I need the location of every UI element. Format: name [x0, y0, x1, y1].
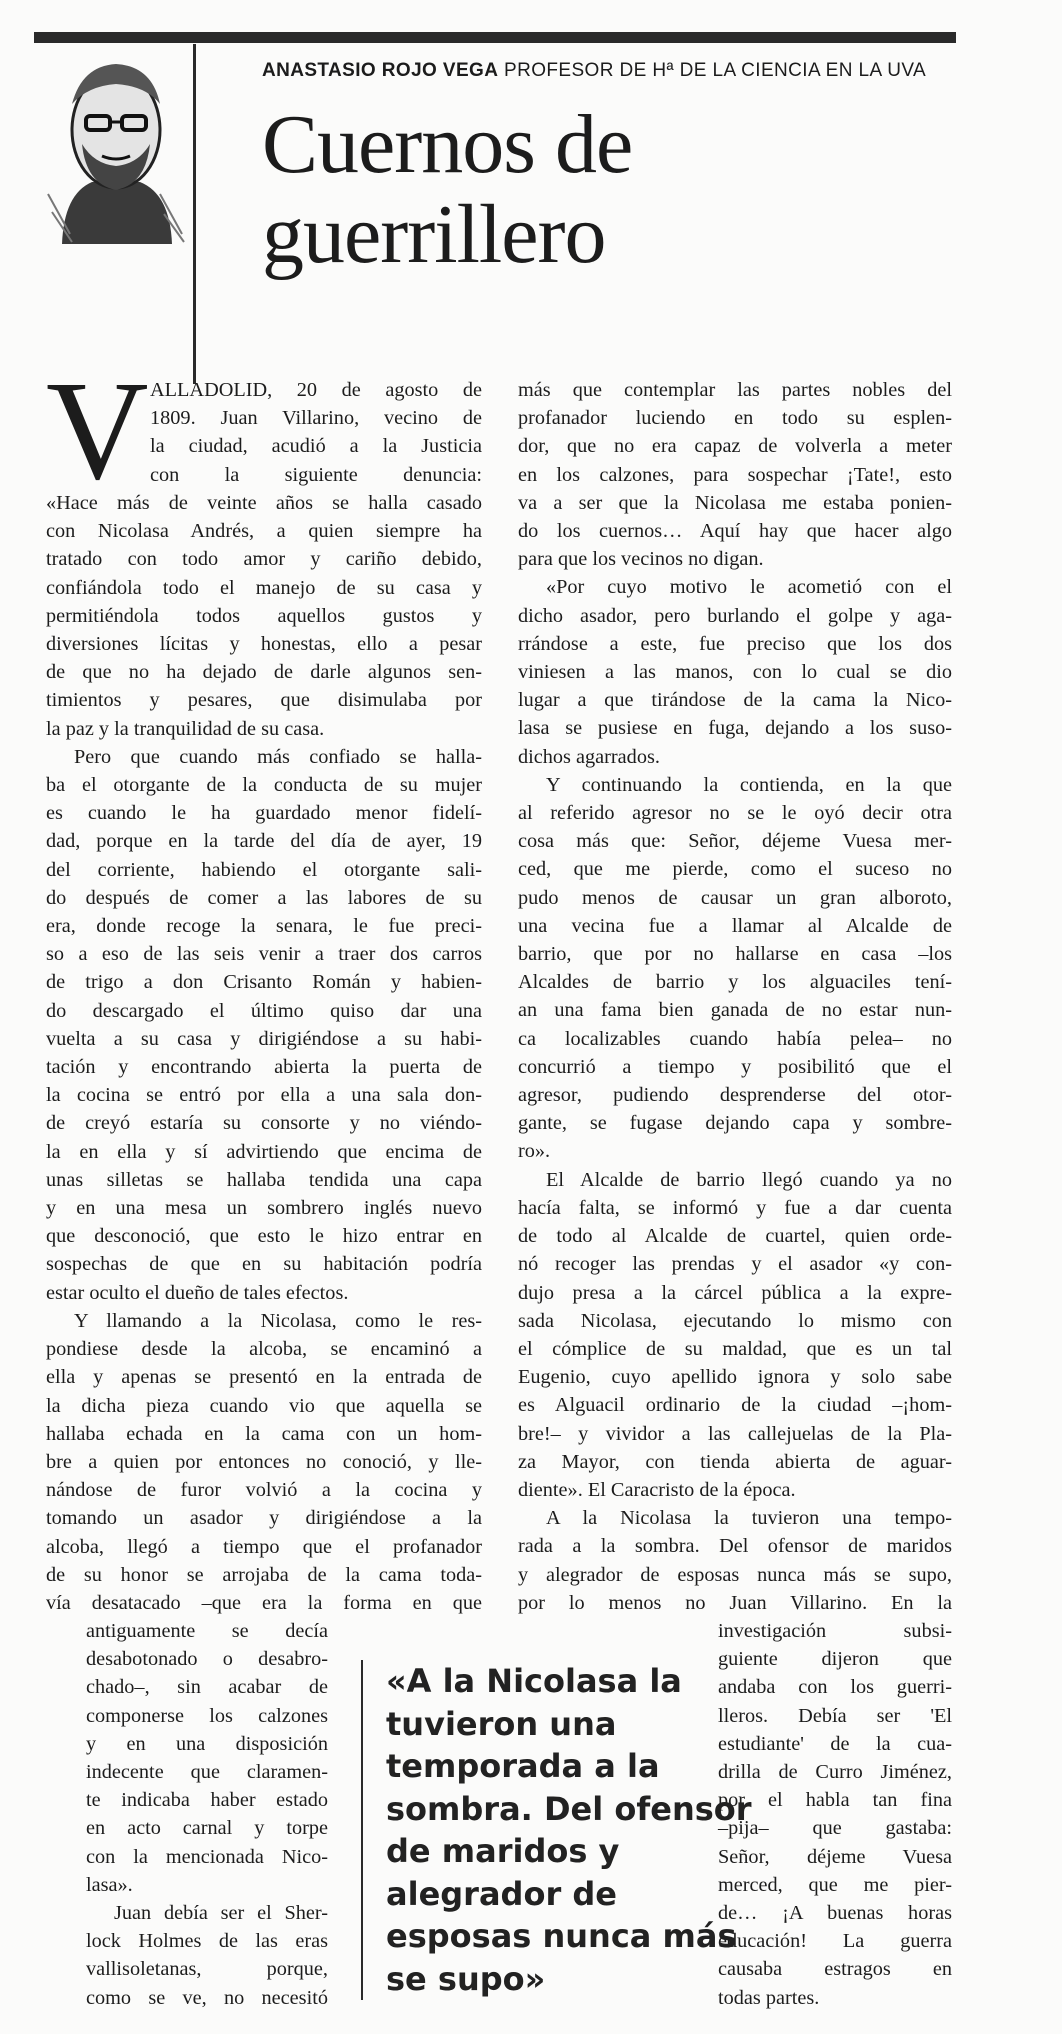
text-line: dor, que no era capaz de volverla a meter — [518, 435, 952, 458]
text-line: pondiese desde la alcoba, se encaminó a — [46, 1338, 482, 1361]
text-line: dujo presa a la cárcel pública a la expre- — [518, 1281, 952, 1304]
text-line: –pija– que gastaba: — [718, 1817, 952, 1840]
text-line: confiándola todo el manejo de su casa y — [46, 576, 482, 599]
text-line: más que contemplar las partes nobles del — [518, 379, 952, 401]
text-line: alcoba, llegó a tiempo que el profanador — [46, 1535, 482, 1558]
text-line: chado–, sin acabar de — [86, 1676, 328, 1699]
text-line: A la Nicolasa la tuvieron una tempo- — [546, 1507, 952, 1530]
author-portrait — [42, 44, 190, 244]
text-line: por lo menos no Juan Villarino. En la — [518, 1591, 952, 1614]
text-line: an una fama bien ganada de no estar nun- — [518, 999, 952, 1022]
text-line: desabotonado o desabro- — [86, 1648, 328, 1671]
text-line: unas silletas se hallaba tendida una capa — [46, 1168, 482, 1191]
text-line: Y continuando la contienda, en la que — [546, 773, 952, 796]
text-line: 1809. Juan Villarino, vecino de — [150, 407, 482, 430]
text-line: al referido agresor no se le oyó decir otra — [518, 802, 952, 825]
text-line: educación! La guerra — [718, 1930, 952, 1953]
text-line: en acto carnal y torpe — [86, 1817, 328, 1840]
text-line: El Alcalde de barrio llegó cuando ya no — [546, 1168, 952, 1191]
text-line: causaba estragos en — [718, 1958, 952, 1981]
column-1 — [46, 489, 482, 1617]
headline-line-2: guerrillero — [262, 188, 606, 281]
text-line: andaba con los guerri- — [718, 1676, 952, 1699]
headline-line-1: Cuernos de — [262, 98, 633, 191]
text-line: investigación subsi- — [718, 1620, 952, 1642]
text-line: la dicha pieza cuando vio que aquella se — [46, 1394, 482, 1417]
text-line: estar oculto el dueño de tales efectos. — [46, 1281, 349, 1304]
text-line: ca localizables cuando había pelea– no — [518, 1027, 952, 1050]
text-line: so a eso de las seis venir a traer dos carros — [46, 943, 482, 966]
text-line: vuelta a su casa y dirigiéndose a su habi- — [46, 1027, 482, 1050]
drop-cap: V — [46, 351, 149, 509]
text-line: ba el otorgante de la conducta de su mujer — [46, 774, 482, 797]
text-line: dicho asador, pero burlando el golpe y aga- — [518, 604, 952, 627]
text-line: concurrió a tiempo y posibilitó que el — [518, 1055, 952, 1078]
pullquote-line: tuvieron una — [386, 1704, 617, 1743]
text-line: ro». — [518, 1140, 551, 1163]
text-line: por el habla tan fina — [718, 1789, 952, 1812]
text-line: Señor, déjeme Vuesa — [718, 1845, 952, 1868]
byline — [262, 60, 926, 82]
text-line: lasa se pusiese en fuga, dejando a los suso- — [518, 717, 952, 740]
text-line: timientos y pesares, que disimulaba por — [46, 689, 482, 712]
text-line: con la mencionada Nico- — [86, 1845, 328, 1868]
text-line: rada a la sombra. Del ofensor de maridos — [518, 1535, 952, 1558]
top-rule — [34, 32, 956, 43]
text-line: y en una disposición — [86, 1732, 328, 1755]
author-role: PROFESOR DE Hª DE LA CIENCIA EN LA UVA — [504, 60, 927, 81]
pullquote — [386, 1660, 752, 2000]
text-line: hacía falta, se informó y fue a dar cuenta — [518, 1196, 952, 1219]
text-line: permitiéndola todos aquellos gustos y — [46, 604, 482, 627]
text-line: tación y encontrando abierta la puerta de — [46, 1056, 482, 1079]
pullquote-line: de maridos y — [386, 1832, 620, 1870]
text-line: «Hace más de veinte años se halla casado — [46, 492, 482, 514]
text-line: la cocina se entró por ella a una sala don- — [46, 1084, 482, 1107]
text-line: del corriente, habiendo el otorgante sali- — [46, 858, 482, 881]
text-line: Y llamando a la Nicolasa, como le res- — [74, 1309, 482, 1332]
text-line: la paz y la tranquilidad de su casa. — [46, 717, 325, 740]
text-line: pudo menos de causar un gran alboroto, — [518, 886, 952, 909]
column-1-bottom — [86, 1617, 328, 2012]
pullquote-line: «A la Nicolasa la — [386, 1662, 682, 1700]
text-line: merced, que me pier- — [718, 1873, 952, 1896]
text-line: guiente dijeron que — [718, 1648, 952, 1671]
text-line: za Mayor, con tienda abierta de aguar- — [518, 1450, 952, 1473]
text-line: como se ve, no necesitó — [86, 1986, 328, 2009]
text-line: profanador luciendo en todo su esplen- — [518, 407, 952, 430]
text-line: y alegrador de esposas nunca más se supo, — [518, 1563, 952, 1586]
text-line: Pero que cuando más confiado se halla- — [74, 745, 482, 768]
text-line: va a ser que la Nicolasa me estaba ponien- — [518, 491, 952, 514]
text-line: Juan debía ser el Sher- — [114, 1902, 328, 1925]
text-line: el cómplice de su maldad, que es un tal — [518, 1337, 952, 1360]
text-line: rrándose a este, fue preciso que los dos — [518, 632, 952, 655]
text-line: de creyó estaría su consorte y no viéndo- — [46, 1112, 482, 1135]
text-line: nándose de furor volvió a la cocina y — [46, 1479, 482, 1502]
pullquote-line: se supo» — [386, 1959, 546, 1998]
text-line: gante, se fugase dejando capa y sombre- — [518, 1112, 952, 1135]
pullquote-line: esposas nunca más — [386, 1917, 737, 1955]
text-line: drilla de Curro Jiménez, — [718, 1761, 952, 1784]
text-line: bre a quien por entonces no conoció, y lle- — [46, 1450, 482, 1473]
text-line: en los calzones, para sospechar ¡Tate!, esto — [518, 463, 952, 486]
text-line: sospechas de que en su habitación podría — [46, 1253, 482, 1276]
text-line: ALLADOLID, 20 de agosto de — [150, 379, 482, 401]
pullquote-line: alegrador de — [386, 1874, 617, 1913]
text-line: componerse los calzones — [86, 1704, 328, 1727]
text-line: ella y apenas se presentó en la entrada de — [46, 1366, 482, 1389]
pullquote-rule — [361, 1660, 363, 2000]
text-line: lleros. Debía ser 'El — [718, 1704, 952, 1727]
text-line: agresor, pudiendo desprenderse del otor- — [518, 1084, 952, 1107]
header-vertical-rule — [193, 44, 196, 384]
text-line: con Nicolasa Andrés, a quien siempre ha — [46, 520, 482, 543]
text-line: bre!– y vividor a las callejuelas de la Pla- — [518, 1422, 952, 1445]
text-line: diversiones lícitas y honestas, ello a pesar — [46, 633, 482, 656]
text-line: do descargado el último quiso dar una — [46, 999, 482, 1022]
text-line: «Por cuyo motivo le acometió con el — [546, 576, 952, 599]
text-line: de todo al Alcalde de cuartel, quien orde- — [518, 1225, 952, 1248]
text-line: nó recoger las prendas y el asador «y con- — [518, 1253, 952, 1276]
author-name: ANASTASIO ROJO VEGA — [262, 60, 499, 81]
text-line: te indicaba haber estado — [86, 1789, 328, 1812]
headline — [262, 100, 632, 280]
text-line: ced, que me pierde, como el suceso no — [518, 858, 952, 881]
text-line: lock Holmes de las eras — [86, 1930, 328, 1953]
text-line: la ciudad, acudió a la Justicia — [150, 435, 482, 458]
text-line: indecente que claramen- — [86, 1761, 328, 1784]
text-line: viniesen a las manos, con lo cual se dio — [518, 661, 952, 684]
column-1-top — [150, 376, 482, 489]
text-line: tratado con todo amor y cariño debido, — [46, 548, 482, 571]
text-line: barrio, que por no hallarse en casa –los — [518, 943, 952, 966]
text-line: que desconoció, que esto le hizo entrar en — [46, 1225, 482, 1248]
text-line: dichos agarrados. — [518, 745, 660, 768]
text-line: y en una mesa un sombrero inglés nuevo — [46, 1197, 482, 1220]
text-line: de que no ha dejado de darle algunos sen- — [46, 661, 482, 684]
text-line: con la siguiente denuncia: — [150, 463, 482, 486]
text-line: una vecina fue a llamar al Alcalde de — [518, 914, 952, 937]
text-line: de su honor se arrojaba de la cama toda- — [46, 1563, 482, 1586]
text-line: cosa más que: Señor, déjeme Vuesa mer- — [518, 830, 952, 853]
text-line: do los cuernos… Aquí hay que hacer algo — [518, 520, 952, 543]
text-line: tomando un asador y dirigiéndose a la — [46, 1507, 482, 1530]
text-line: diente». El Caracristo de la época. — [518, 1478, 796, 1501]
text-line: vallisoletanas, porque, — [86, 1958, 328, 1981]
column-3-bottom — [718, 1617, 952, 2012]
text-line: dad, porque en la tarde del día de ayer, 19 — [46, 830, 482, 853]
pullquote-line: temporada a la — [386, 1747, 660, 1785]
text-line: era, donde recoge la senara, le fue preci- — [46, 915, 482, 938]
text-line: de trigo a don Crisanto Román y habien- — [46, 971, 482, 994]
text-line: vía desatacado –que era la forma en que — [46, 1591, 482, 1614]
column-2 — [518, 376, 952, 1617]
text-line: todas partes. — [718, 1986, 820, 2009]
text-line: estudiante' de la cua- — [718, 1732, 952, 1755]
text-line: es Alguacil ordinario de la ciudad –¡hom- — [518, 1394, 952, 1417]
text-line: lasa». — [86, 1873, 133, 1896]
text-line: Alcaldes de barrio y los alguaciles tení- — [518, 971, 952, 994]
text-line: Eugenio, cuyo apellido ignora y solo sabe — [518, 1366, 952, 1389]
text-line: es cuando le ha guardado menor fidelí- — [46, 802, 482, 825]
text-line: sada Nicolasa, ejecutando lo mismo con — [518, 1309, 952, 1332]
text-line: de… ¡A buenas horas — [718, 1902, 952, 1925]
text-line: do después de comer a las labores de su — [46, 886, 482, 909]
text-line: lugar a que tirándose de la cama la Nico- — [518, 689, 952, 712]
text-line: para que los vecinos no digan. — [518, 548, 764, 571]
text-line: hallaba echada en la cama con un hom- — [46, 1422, 482, 1445]
text-line: antiguamente se decía — [86, 1620, 328, 1642]
pullquote-line: sombra. Del ofensor — [386, 1789, 752, 1828]
text-line: la en ella y sí advirtiendo que encima de — [46, 1140, 482, 1163]
